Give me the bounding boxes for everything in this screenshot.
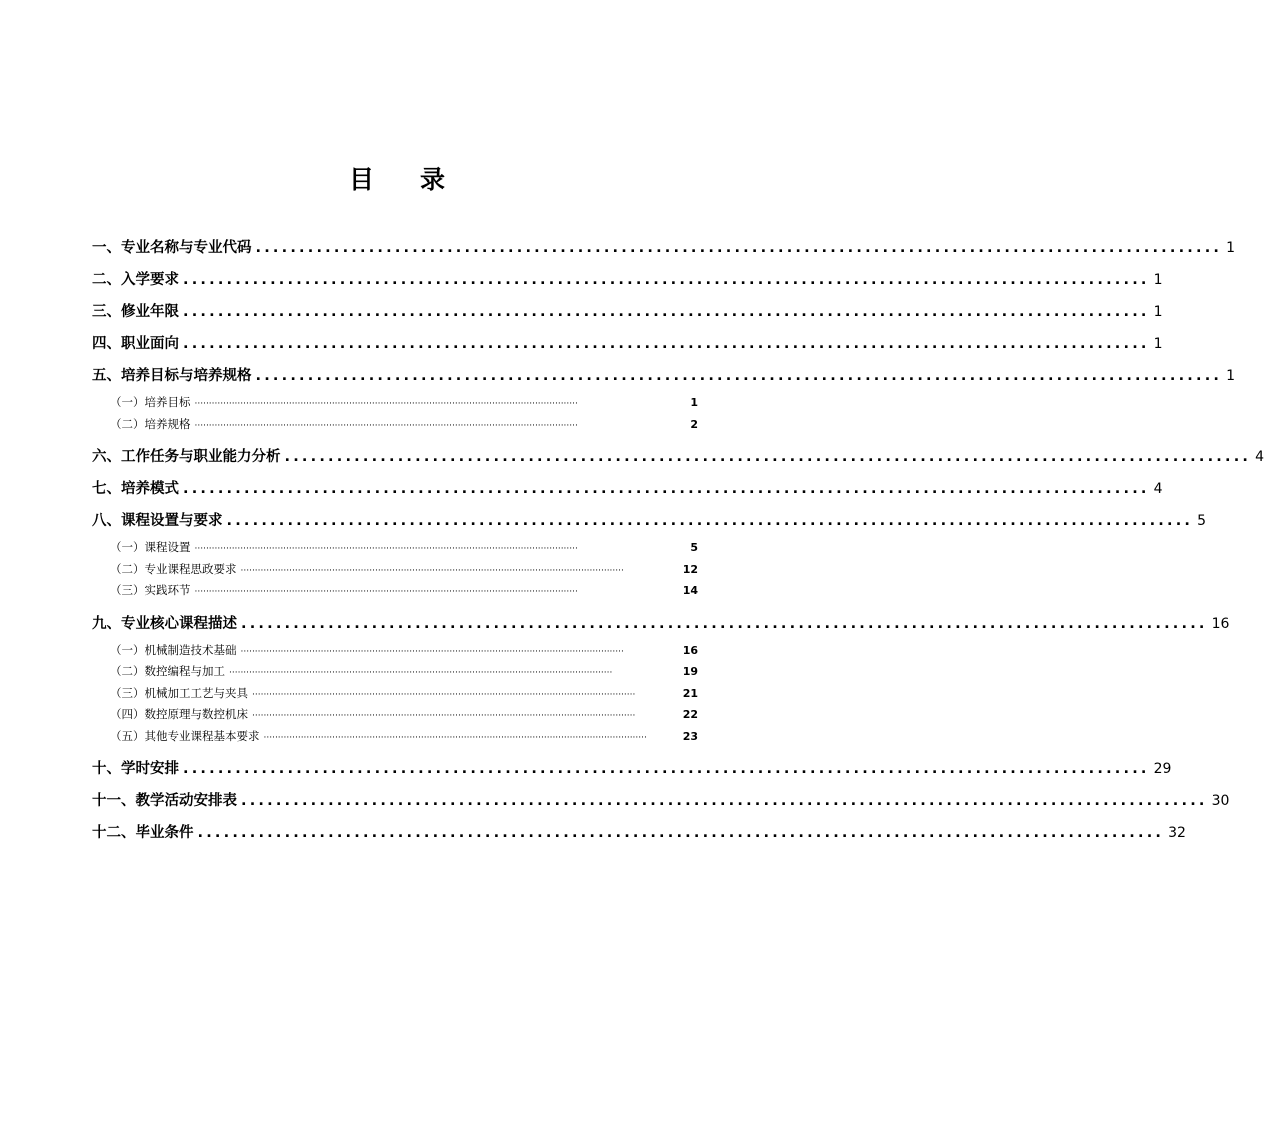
toc-subentry-page: 5: [690, 541, 698, 554]
dot-leader: ······································································································································: [240, 646, 624, 657]
toc-entry-label: 一、专业名称与专业代码: [92, 240, 252, 256]
toc-entry-9[interactable]: [92, 608, 1230, 640]
toc-subentry-9-1[interactable]: [92, 640, 698, 662]
toc-subentry-label: （二）培养规格: [110, 416, 191, 431]
toc-entry-label: 八、课程设置与要求: [92, 513, 223, 529]
toc-subentry-page: 14: [682, 584, 698, 597]
toc-entry-page: 1: [1153, 304, 1163, 320]
toc-entry-label: 三、修业年限: [92, 304, 179, 320]
toc-entry-1[interactable]: [92, 232, 1236, 264]
toc-subentry-page: 1: [690, 396, 698, 409]
toc-subentry-9-4[interactable]: [92, 704, 698, 726]
dot-leader: ...............................................................................................................: [183, 336, 1150, 352]
toc-entry-label: 十、学时安排: [92, 761, 179, 777]
toc-entry-4[interactable]: [92, 328, 1163, 360]
toc-entry-label: 七、培养模式: [92, 481, 179, 497]
toc-entry-page: 1: [1226, 240, 1236, 256]
dot-leader: ...............................................................................................................: [183, 304, 1150, 320]
toc-subentry-label: （五）其他专业课程基本要求: [110, 728, 260, 743]
toc-entry-label: 九、专业核心课程描述: [92, 615, 237, 632]
dot-leader: ...............................................................................................................: [241, 615, 1208, 632]
dot-leader: ······································································································································: [194, 420, 578, 431]
toc-subentry-8-3[interactable]: [92, 580, 698, 602]
toc-subentry-label: （二）专业课程思政要求: [110, 561, 237, 576]
toc-entry-label: 四、职业面向: [92, 336, 179, 352]
toc-entry-10[interactable]: [92, 753, 1172, 785]
toc-subentry-5-2[interactable]: [92, 414, 698, 436]
toc-entry-11[interactable]: [92, 785, 1230, 817]
dot-leader: ······································································································································: [240, 565, 624, 576]
toc-subentry-page: 2: [690, 417, 698, 431]
toc-entry-page: 5: [1197, 513, 1207, 529]
toc-subentry-page: 21: [682, 686, 698, 700]
toc-subentry-8-2[interactable]: [92, 559, 698, 581]
dot-leader: ······································································································································: [194, 399, 578, 409]
toc-heading-char-2: 录: [420, 165, 446, 194]
toc-entry-6[interactable]: [92, 441, 1264, 473]
toc-subentry-9-2[interactable]: [92, 661, 698, 683]
toc-subentry-label: （一）课程设置: [110, 540, 191, 554]
toc-subentry-page: 16: [682, 643, 698, 657]
toc-entry-5[interactable]: [92, 360, 1236, 392]
dot-leader: ······································································································································: [194, 587, 578, 597]
toc-subentry-9-5[interactable]: [92, 726, 698, 748]
toc-subentry-9-3[interactable]: [92, 683, 698, 705]
toc-entry-label: 六、工作任务与职业能力分析: [92, 449, 281, 465]
toc-entry-label: 十二、毕业条件: [92, 825, 194, 841]
toc-subentry-8-1[interactable]: [92, 537, 698, 559]
toc-subentry-page: 19: [682, 665, 698, 678]
toc-entry-label: 二、入学要求: [92, 272, 179, 288]
toc-entry-page: 1: [1226, 368, 1236, 384]
toc-subentry-5-1[interactable]: [92, 392, 698, 414]
toc-entry-7[interactable]: [92, 473, 1163, 505]
dot-leader: ······································································································································: [263, 732, 647, 743]
toc-entry-3[interactable]: [92, 296, 1163, 328]
toc-heading-char-1: 目: [348, 165, 374, 194]
dot-leader: ...............................................................................................................: [284, 449, 1252, 465]
toc-entry-page: 1: [1153, 336, 1163, 352]
toc-entry-page: 16: [1211, 615, 1230, 632]
toc-subentry-page: 23: [682, 729, 698, 743]
dot-leader: ······································································································································: [229, 668, 613, 678]
toc-subentry-label: （一）培养目标: [110, 395, 191, 409]
toc-entry-page: 4: [1255, 449, 1264, 465]
toc-subentry-label: （三）机械加工工艺与夹具: [110, 685, 248, 700]
toc-entry-2[interactable]: [92, 264, 1163, 296]
toc-subentry-label: （四）数控原理与数控机床: [110, 707, 248, 721]
dot-leader: ······································································································································: [252, 711, 636, 721]
dot-leader: ...............................................................................................................: [255, 240, 1223, 256]
toc-subentry-label: （三）实践环节: [110, 583, 191, 597]
toc-heading: [0, 160, 794, 196]
toc-subentry-page: 12: [682, 562, 698, 576]
toc-entry-12[interactable]: [92, 817, 1186, 849]
dot-leader: ······································································································································: [252, 689, 636, 700]
toc-subentry-page: 22: [682, 708, 698, 721]
toc-entry-page: 32: [1168, 825, 1186, 841]
dot-leader: ...............................................................................................................: [226, 513, 1194, 529]
dot-leader: ...............................................................................................................: [183, 761, 1150, 777]
toc-subentry-label: （一）机械制造技术基础: [110, 642, 237, 657]
toc-entry-8[interactable]: [92, 505, 1207, 537]
toc-entry-page: 4: [1153, 481, 1163, 497]
dot-leader: ...............................................................................................................: [241, 793, 1208, 809]
dot-leader: ...............................................................................................................: [183, 272, 1150, 288]
dot-leader: ...............................................................................................................: [197, 825, 1165, 841]
toc-entry-page: 29: [1153, 761, 1172, 777]
toc-entry-page: 30: [1211, 793, 1230, 809]
dot-leader: ...............................................................................................................: [183, 481, 1150, 497]
toc-entry-label: 十一、教学活动安排表: [92, 793, 237, 809]
toc-entry-page: 1: [1153, 272, 1163, 288]
toc-subentry-label: （二）数控编程与加工: [110, 664, 225, 678]
dot-leader: ······································································································································: [194, 544, 578, 554]
toc-entry-label: 五、培养目标与培养规格: [92, 368, 252, 384]
dot-leader: ...............................................................................................................: [255, 368, 1223, 384]
table-of-contents: [92, 232, 1264, 849]
